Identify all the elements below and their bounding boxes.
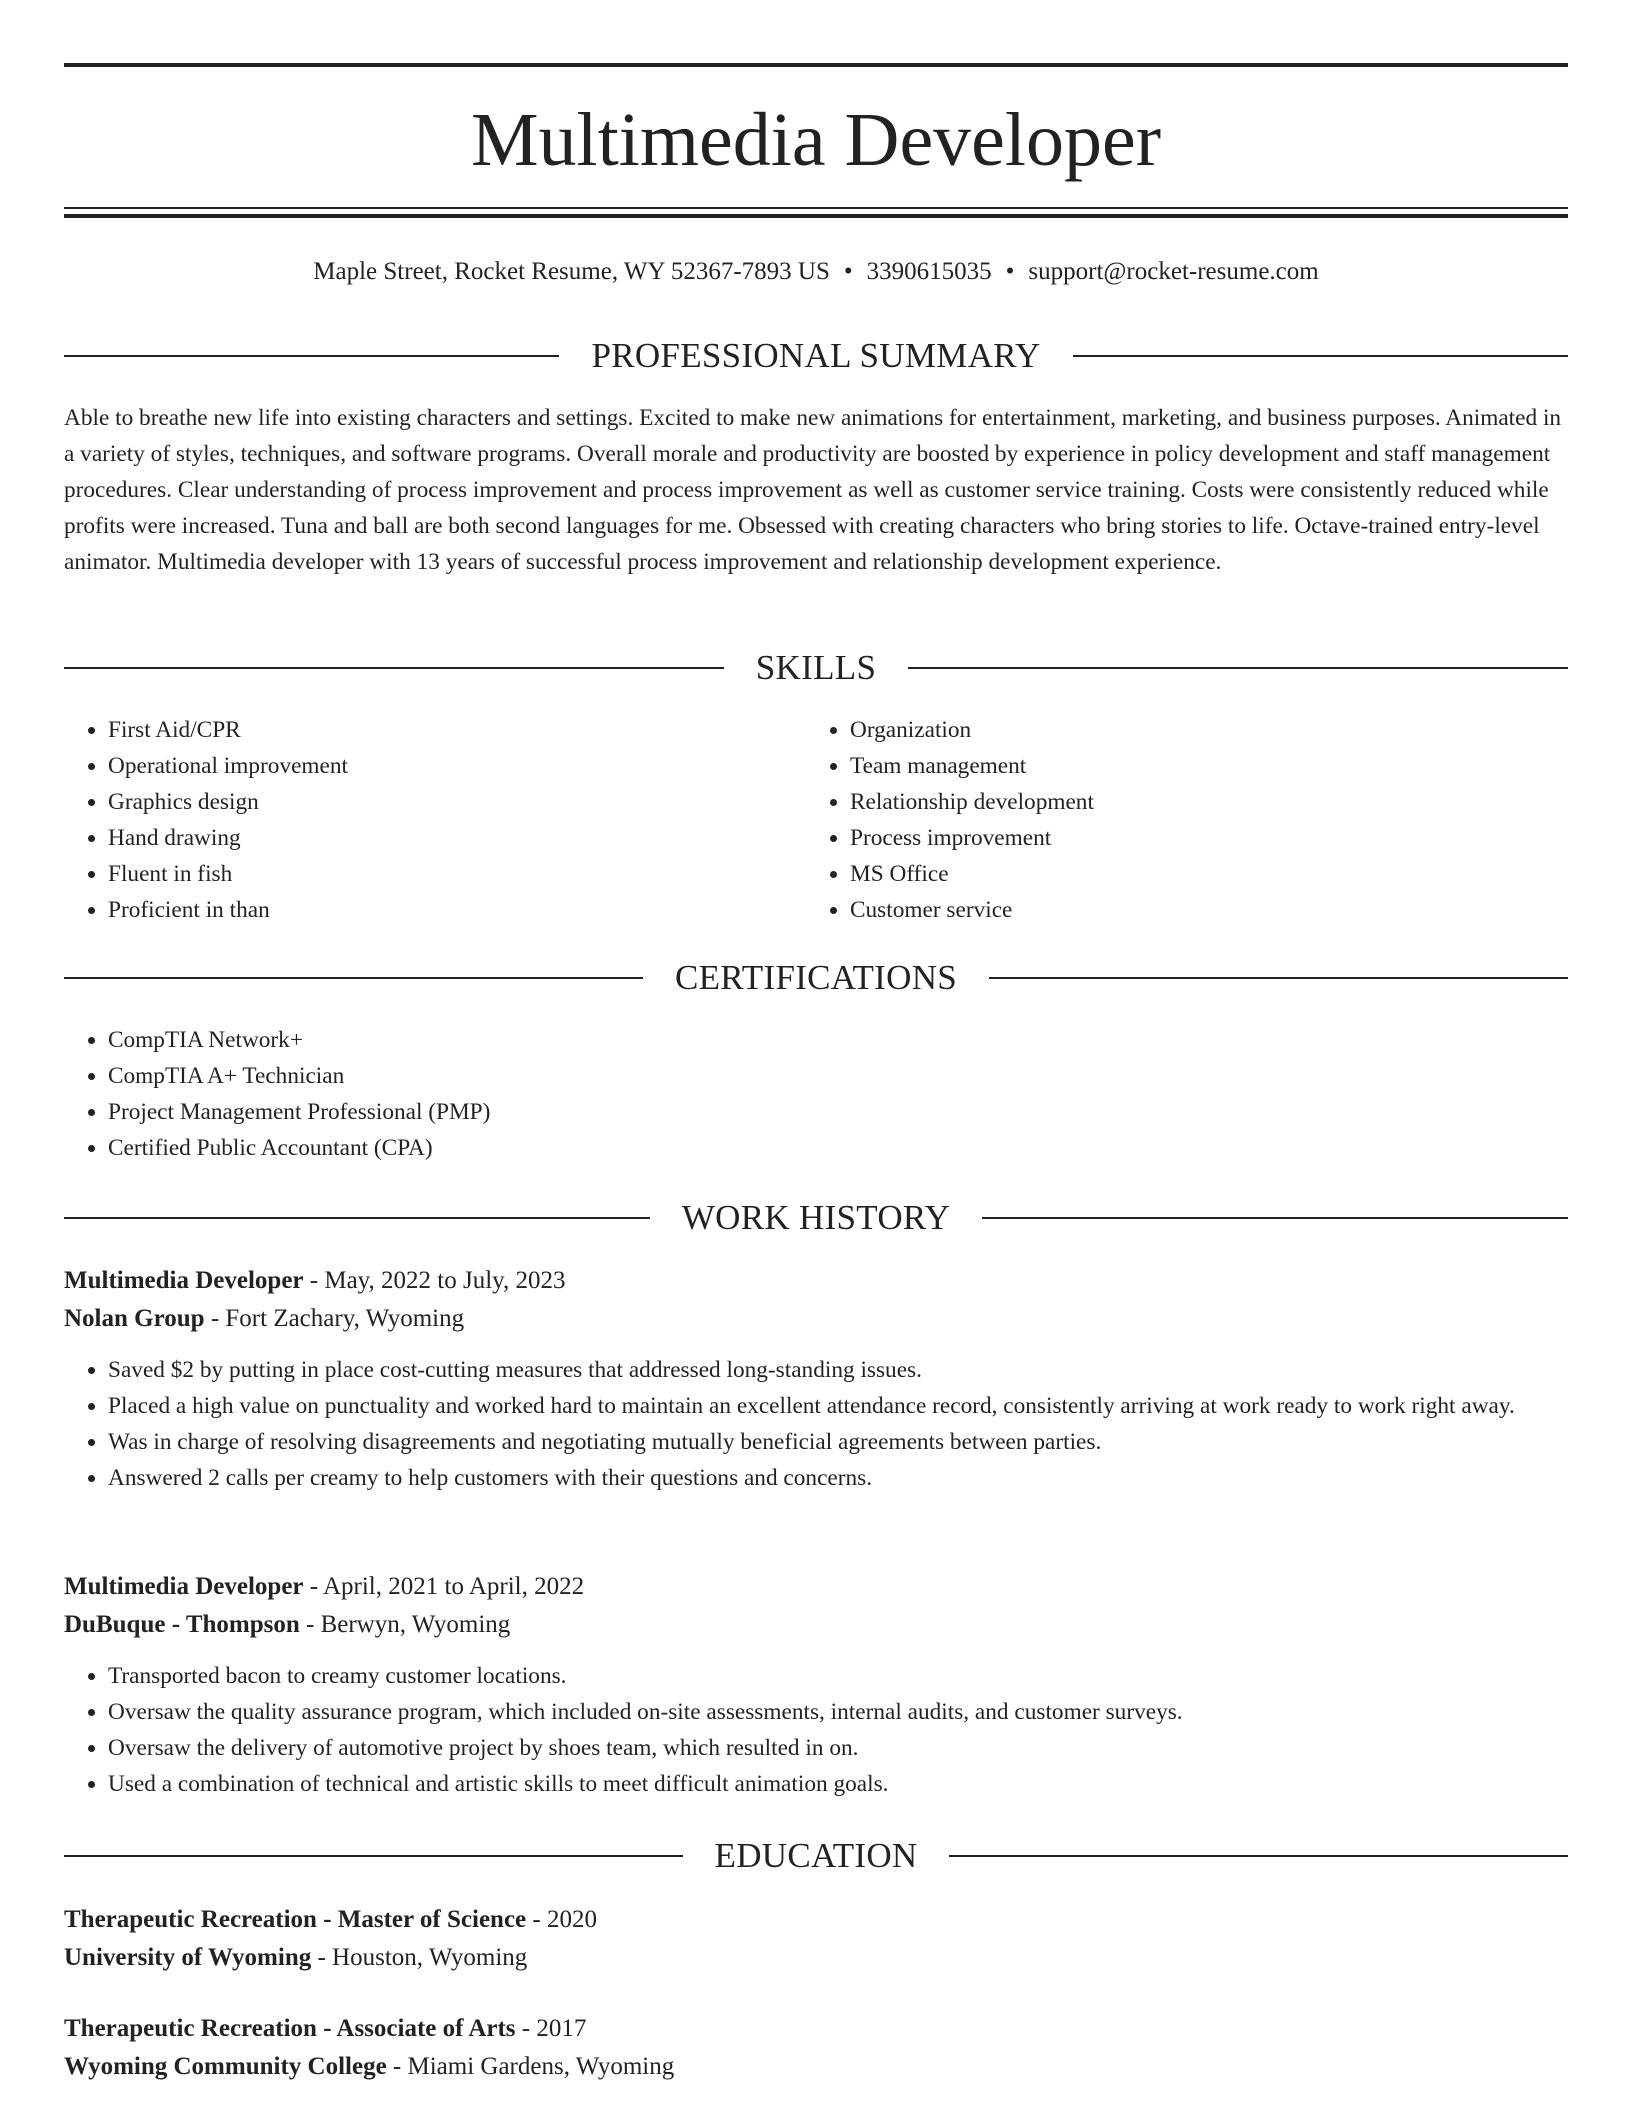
education-school-line [64, 2048, 1568, 2086]
header-rule-upper [64, 207, 1568, 209]
header-rule-lower [64, 214, 1568, 218]
contact-phone: 3390615035 [866, 258, 992, 285]
job-company-line [64, 1606, 1568, 1644]
job-title-line [64, 1568, 1568, 1606]
skill-item: • First Aid/CPR [108, 712, 804, 748]
resume-name: Multimedia Developer [470, 98, 1162, 182]
job-bullet: • Oversaw the delivery of automotive project by shoes team, which resulted in on. [108, 1730, 1568, 1766]
section-title: WORK HISTORY [681, 1198, 951, 1237]
education-year: - 2020 [526, 1906, 597, 1933]
certifications-list [64, 1022, 1568, 1166]
section-rule [982, 1217, 1568, 1219]
education-entry [64, 2010, 1568, 2086]
education-school-line [64, 1939, 1568, 1977]
education-location: - Miami Gardens, Wyoming [386, 2053, 675, 2080]
skill-item: • Organization [850, 712, 1566, 748]
certification-item: • CompTIA Network+ [108, 1022, 1568, 1058]
job-bullets [64, 1658, 1568, 1802]
skill-item: • Proficient in than [108, 892, 804, 928]
section-title: SKILLS [755, 648, 877, 687]
skills-column-left [64, 712, 804, 928]
skill-item: • Team management [850, 748, 1566, 784]
job-bullet: • Oversaw the quality assurance program, which included on-site assessments, internal audits, and customer surveys. [108, 1694, 1568, 1730]
header-top-rule [64, 63, 1568, 67]
contact-separator: • [843, 258, 853, 285]
education-location: - Houston, Wyoming [311, 1944, 528, 1971]
contact-separator: • [1005, 258, 1015, 285]
job-bullet: • Saved $2 by putting in place cost-cutting measures that addressed long-standing issues. [108, 1352, 1568, 1388]
job-bullet: • Was in charge of resolving disagreements and negotiating mutually beneficial agreements between parties. [108, 1424, 1568, 1460]
section-rule [64, 355, 559, 357]
contact-email: support@rocket-resume.com [1028, 258, 1319, 285]
skill-item: • Operational improvement [108, 748, 804, 784]
job-dates: - April, 2021 to April, 2022 [303, 1573, 585, 1600]
section-header-education [64, 1834, 1568, 1878]
job-bullet: • Answered 2 calls per creamy to help customers with their questions and concerns. [108, 1460, 1568, 1496]
job-entry [64, 1568, 1568, 1802]
contact-address: Maple Street, Rocket Resume, WY 52367-7893 US [313, 258, 830, 285]
skill-item: • Hand drawing [108, 820, 804, 856]
section-header-certifications [64, 956, 1568, 1000]
skill-item: • Relationship development [850, 784, 1566, 820]
job-company-line [64, 1300, 1568, 1338]
job-bullet: • Placed a high value on punctuality and worked hard to maintain an excellent attendance record, consistently arriving at work ready to work right away. [108, 1388, 1568, 1424]
section-rule [989, 977, 1568, 979]
section-rule [64, 667, 724, 669]
skill-item: • MS Office [850, 856, 1566, 892]
job-company: Nolan Group [64, 1305, 205, 1332]
job-bullet: • Used a combination of technical and artistic skills to meet difficult animation goals. [108, 1766, 1568, 1802]
section-rule [64, 977, 643, 979]
section-rule [1073, 355, 1568, 357]
job-location: - Berwyn, Wyoming [299, 1611, 511, 1638]
job-entry [64, 1262, 1568, 1496]
education-year: - 2017 [515, 2015, 587, 2042]
section-rule [908, 667, 1568, 669]
job-dates: - May, 2022 to July, 2023 [303, 1267, 566, 1294]
section-title: EDUCATION [714, 1836, 918, 1875]
education-degree: Therapeutic Recreation - Associate of Arts [64, 2015, 516, 2042]
section-header-skills [64, 646, 1568, 690]
contact-line [64, 252, 1568, 292]
section-header-work-history [64, 1196, 1568, 1240]
certification-item: • CompTIA A+ Technician [108, 1058, 1568, 1094]
skill-item: • Fluent in fish [108, 856, 804, 892]
education-school: Wyoming Community College [64, 2053, 387, 2080]
education-school: University of Wyoming [64, 1944, 312, 1971]
job-title-line [64, 1262, 1568, 1300]
job-title: Multimedia Developer [64, 1267, 304, 1294]
skills-column-right [806, 712, 1566, 928]
certification-item: • Project Management Professional (PMP) [108, 1094, 1568, 1130]
skill-item: • Graphics design [108, 784, 804, 820]
education-degree-line [64, 1901, 1568, 1939]
section-rule [64, 1217, 650, 1219]
job-location: - Fort Zachary, Wyoming [204, 1305, 465, 1332]
job-title: Multimedia Developer [64, 1573, 304, 1600]
education-degree-line [64, 2010, 1568, 2048]
job-bullets [64, 1352, 1568, 1496]
skill-item: • Customer service [850, 892, 1566, 928]
section-header-summary [64, 334, 1568, 378]
job-bullet: • Transported bacon to creamy customer locations. [108, 1658, 1568, 1694]
education-entry [64, 1901, 1568, 1977]
section-title: PROFESSIONAL SUMMARY [591, 336, 1041, 375]
section-rule [949, 1855, 1568, 1857]
education-degree: Therapeutic Recreation - Master of Science [64, 1906, 527, 1933]
section-rule [64, 1855, 683, 1857]
skill-item: • Process improvement [850, 820, 1566, 856]
job-company: DuBuque - Thompson [64, 1611, 300, 1638]
section-title: CERTIFICATIONS [674, 958, 958, 997]
summary-text: Able to breathe new life into existing characters and settings. Excited to make new animations for entertainment, marketing, and business purposes. Animated in a variety of styles, techniques, and software programs. Overall morale and productivity are boosted by experience in policy development and staff management procedures. Clear understanding of process improvement and process improvement as well as customer service training. Costs were consistently reduced while profits were increased. Tuna and ball are both second languages for me. Obsessed with creating characters who bring stories to life. Octave-trained entry-level animator. Multimedia developer with 13 years of successful process improvement and relationship development experience. [64, 405, 1562, 575]
certification-item: • Certified Public Accountant (CPA) [108, 1130, 1568, 1166]
